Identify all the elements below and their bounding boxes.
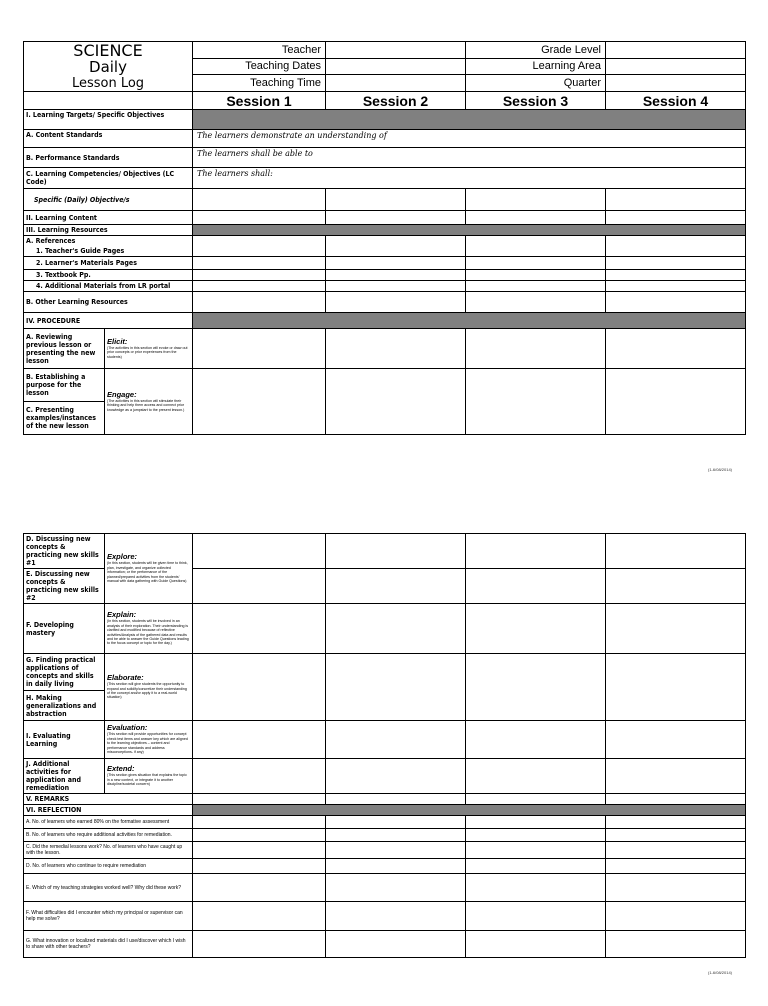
establishing-label: B. Establishing a purpose for the lesson	[24, 369, 105, 402]
performance-standards-text[interactable]: The learners shall be able to	[193, 148, 746, 168]
engage-title: Engage:	[107, 389, 137, 399]
teaching-dates-field[interactable]	[326, 58, 466, 75]
tb-session-2[interactable]	[326, 270, 466, 281]
eval-session-4[interactable]	[606, 721, 746, 759]
content-session-4[interactable]	[606, 211, 746, 225]
content-session-2[interactable]	[326, 211, 466, 225]
teacher-label: Teacher	[193, 42, 326, 59]
rc-session-1[interactable]	[193, 842, 326, 859]
ra-session-1[interactable]	[193, 816, 326, 829]
rf-session-4[interactable]	[606, 902, 746, 931]
lm-session-3[interactable]	[466, 257, 606, 270]
other-resources-label: B. Other Learning Resources	[24, 292, 193, 313]
rf-session-2[interactable]	[326, 902, 466, 931]
teaching-time-field[interactable]	[326, 75, 466, 92]
rd-session-2[interactable]	[326, 859, 466, 874]
rem-session-4[interactable]	[606, 794, 746, 805]
ra-session-3[interactable]	[466, 816, 606, 829]
reflection-b-label: B. No. of learners who require additional activities for remediation.	[24, 829, 193, 842]
title-science: SCIENCE	[73, 41, 143, 60]
obj-session-4[interactable]	[606, 189, 746, 211]
d1-session-2[interactable]	[326, 534, 466, 569]
page-title	[24, 42, 193, 92]
reflection-c-label: C. Did the remedial lessons work? No. of learners who have caught up with the lesson.	[24, 842, 193, 859]
add-session-4[interactable]	[606, 759, 746, 794]
rev-session-4[interactable]	[606, 329, 746, 369]
re-session-2[interactable]	[326, 874, 466, 902]
learning-targets-label: I. Learning Targets/ Specific Objectives	[24, 110, 193, 130]
re-session-3[interactable]	[466, 874, 606, 902]
page1-code: (1-6/08/2014)	[708, 467, 733, 472]
re-session-4[interactable]	[606, 874, 746, 902]
tb-session-4[interactable]	[606, 270, 746, 281]
grade-level-label: Grade Level	[466, 42, 606, 59]
rf-session-1[interactable]	[193, 902, 326, 931]
explore-title: Explore:	[107, 552, 138, 562]
engage-desc: (The activities in this section will stimulate their thinking and help them access and connect prior knowledge as a jumpstart to the present lesson.)	[107, 398, 185, 412]
learners-materials-label: 2. Learner's Materials Pages	[24, 257, 193, 270]
rf-session-3[interactable]	[466, 902, 606, 931]
d1-session-3[interactable]	[466, 534, 606, 569]
rev-session-3[interactable]	[466, 329, 606, 369]
or-session-1[interactable]	[193, 292, 326, 313]
explain-desc: (In this section, students will be involved in an analysis of their exploration. Their understanding is clarified and modified because of reflective activities/Analysis of the gathered data and results and be able to answer the Guide Questions leading to the focus concept or topic for the day.)	[107, 619, 189, 646]
lm-session-4[interactable]	[606, 257, 746, 270]
presenting-label: C. Presenting examples/instances of the new lesson	[24, 402, 105, 435]
rd-session-4[interactable]	[606, 859, 746, 874]
ref-session-1[interactable]	[193, 236, 326, 257]
explain-title: Explain:	[107, 610, 137, 620]
obj-session-2[interactable]	[326, 189, 466, 211]
content-standards-label: A. Content Standards	[24, 130, 193, 148]
ref-session-4[interactable]	[606, 236, 746, 257]
fin-session-3[interactable]	[466, 654, 606, 721]
procedure-bar	[193, 313, 746, 329]
ra-session-4[interactable]	[606, 816, 746, 829]
session-1-header: Session 1	[193, 92, 326, 110]
learning-area-label: Learning Area	[466, 58, 606, 75]
making-label: H. Making generalizations and abstraction	[24, 691, 105, 721]
elicit-desc: (The activities in this section will evoke or draw out prior concepts or prior experiences from the students)	[107, 345, 188, 359]
developing-label: F. Developing mastery	[24, 604, 105, 654]
dev-session-3[interactable]	[466, 604, 606, 654]
or-session-4[interactable]	[606, 292, 746, 313]
explore-phase	[105, 534, 193, 604]
discussing1-label: D. Discussing new concepts & practicing new skills #1	[24, 534, 105, 569]
extend-desc: (This section gives situation that explains the topic in a new context, or integrate it to another discipline/societal concern)	[107, 773, 187, 787]
fin-session-4[interactable]	[606, 654, 746, 721]
est-session-1[interactable]	[193, 369, 326, 435]
evaluation-desc: (This section will provide opportunities for concept check test items and answer key which are aligned to the learning objectives – content and performance standards and address misconceptions- if any)	[107, 732, 188, 755]
learning-targets-bar	[193, 110, 746, 130]
learning-content-label: II. Learning Content	[24, 211, 193, 225]
rev-session-1[interactable]	[193, 329, 326, 369]
reflection-label: VI. REFLECTION	[24, 805, 193, 816]
rg-session-4[interactable]	[606, 931, 746, 958]
engage-phase	[105, 369, 193, 435]
reflection-a-label: A. No. of learners who earned 80% on the formative assessment	[24, 816, 193, 829]
rem-session-1[interactable]	[193, 794, 326, 805]
procedure-label: IV. PROCEDURE	[24, 313, 193, 329]
elaborate-desc: (This section will give students the opportunity to expand and solidify/concretize their understanding of the concept and/or apply it to a real-world situation)	[107, 682, 187, 700]
references-label: A. References	[24, 236, 193, 247]
learning-resources-bar	[193, 225, 746, 236]
am-session-2[interactable]	[326, 281, 466, 292]
rg-session-2[interactable]	[326, 931, 466, 958]
session-2-header: Session 2	[326, 92, 466, 110]
page2-code: (1-6/08/2014)	[708, 970, 733, 975]
rc-session-2[interactable]	[326, 842, 466, 859]
evaluation-phase	[105, 721, 193, 759]
content-session-1[interactable]	[193, 211, 326, 225]
rc-session-4[interactable]	[606, 842, 746, 859]
content-session-3[interactable]	[466, 211, 606, 225]
eval-session-1[interactable]	[193, 721, 326, 759]
fin-session-2[interactable]	[326, 654, 466, 721]
quarter-label: Quarter	[466, 75, 606, 92]
rb-session-4[interactable]	[606, 829, 746, 842]
grade-level-field[interactable]	[606, 42, 746, 59]
quarter-field[interactable]	[606, 75, 746, 92]
am-session-1[interactable]	[193, 281, 326, 292]
rem-session-2[interactable]	[326, 794, 466, 805]
fin-session-1[interactable]	[193, 654, 326, 721]
est-session-3[interactable]	[466, 369, 606, 435]
additional-materials-label: 4. Additional Materials from LR portal	[24, 281, 193, 292]
additional-label: J. Additional activities for application and remediation	[24, 759, 105, 794]
est-session-2[interactable]	[326, 369, 466, 435]
specific-objectives-label: Specific (Daily) Objective/s	[24, 189, 193, 211]
content-standards-text[interactable]: The learners demonstrate an understanding of	[193, 130, 746, 148]
rg-session-3[interactable]	[466, 931, 606, 958]
d2-session-1[interactable]	[193, 569, 326, 604]
explain-phase	[105, 604, 193, 654]
tb-session-3[interactable]	[466, 270, 606, 281]
remarks-label: V. REMARKS	[24, 794, 193, 805]
re-session-1[interactable]	[193, 874, 326, 902]
rg-session-1[interactable]	[193, 931, 326, 958]
add-session-1[interactable]	[193, 759, 326, 794]
d2-session-2[interactable]	[326, 569, 466, 604]
eval-session-3[interactable]	[466, 721, 606, 759]
textbook-label: 3. Textbook Pp.	[24, 270, 193, 281]
rb-session-1[interactable]	[193, 829, 326, 842]
rc-session-3[interactable]	[466, 842, 606, 859]
rd-session-1[interactable]	[193, 859, 326, 874]
title-lesson-log: Lesson Log	[71, 76, 145, 91]
add-session-3[interactable]	[466, 759, 606, 794]
session-3-header: Session 3	[466, 92, 606, 110]
finding-label: G. Finding practical applications of concepts and skills in daily living	[24, 654, 105, 691]
discussing2-label: E. Discussing new concepts & practicing new skills #2	[24, 569, 105, 604]
teachers-guide-label: 1. Teacher's Guide Pages	[24, 246, 193, 257]
evaluation-title: Evaluation:	[107, 723, 148, 733]
or-session-2[interactable]	[326, 292, 466, 313]
rd-session-3[interactable]	[466, 859, 606, 874]
ref-session-2[interactable]	[326, 236, 466, 257]
rev-session-2[interactable]	[326, 329, 466, 369]
reflection-bar	[193, 805, 746, 816]
ra-session-2[interactable]	[326, 816, 466, 829]
reviewing-label: A. Reviewing previous lesson or presenting the new lesson	[24, 329, 105, 369]
session-4-header: Session 4	[606, 92, 746, 110]
rb-session-2[interactable]	[326, 829, 466, 842]
tb-session-1[interactable]	[193, 270, 326, 281]
reflection-g-label: G. What innovation or localized materials did I use/discover which I wish to share with other teachers?	[24, 931, 193, 958]
lm-session-1[interactable]	[193, 257, 326, 270]
reflection-d-label: D. No. of learners who continue to require remediation	[24, 859, 193, 874]
ref-session-3[interactable]	[466, 236, 606, 257]
d2-session-4[interactable]	[606, 569, 746, 604]
est-session-4[interactable]	[606, 369, 746, 435]
teacher-field[interactable]	[326, 42, 466, 59]
header-spacer	[24, 92, 193, 110]
d2-session-3[interactable]	[466, 569, 606, 604]
add-session-2[interactable]	[326, 759, 466, 794]
lesson-log-page2	[23, 533, 746, 958]
lm-session-2[interactable]	[326, 257, 466, 270]
or-session-3[interactable]	[466, 292, 606, 313]
performance-standards-label: B. Performance Standards	[24, 148, 193, 168]
reflection-e-label: E. Which of my teaching strategies worked well? Why did these work?	[24, 874, 193, 902]
lesson-log-page1	[23, 41, 746, 435]
dev-session-2[interactable]	[326, 604, 466, 654]
dev-session-1[interactable]	[193, 604, 326, 654]
learning-area-field[interactable]	[606, 58, 746, 75]
learning-resources-label: III. Learning Resources	[24, 225, 193, 236]
extend-title: Extend:	[107, 764, 135, 774]
reflection-f-label: F. What difficulties did I encounter which my principal or supervisor can help me solve?	[24, 902, 193, 931]
extend-phase	[105, 759, 193, 794]
teaching-dates-label: Teaching Dates	[193, 58, 326, 75]
obj-session-1[interactable]	[193, 189, 326, 211]
evaluating-label: I. Evaluating Learning	[24, 721, 105, 759]
title-daily: Daily	[89, 58, 127, 76]
elaborate-phase	[105, 654, 193, 721]
explore-desc: (In this section, students will be given time to think, plan, investigate, and organize collected information; or the performance of the planned/prepared activities from the students' manual with data gathering with Guide Questions)	[107, 561, 188, 584]
obj-session-3[interactable]	[466, 189, 606, 211]
d1-session-1[interactable]	[193, 534, 326, 569]
rb-session-3[interactable]	[466, 829, 606, 842]
elicit-phase	[105, 329, 193, 369]
elaborate-title: Elaborate:	[107, 673, 144, 683]
elicit-title: Elicit:	[107, 336, 128, 346]
d1-session-4[interactable]	[606, 534, 746, 569]
competencies-text[interactable]: The learners shall:	[193, 168, 746, 189]
competencies-label: C. Learning Competencies/ Objectives (LC Code)	[24, 168, 193, 189]
am-session-4[interactable]	[606, 281, 746, 292]
am-session-3[interactable]	[466, 281, 606, 292]
teaching-time-label: Teaching Time	[193, 75, 326, 92]
eval-session-2[interactable]	[326, 721, 466, 759]
rem-session-3[interactable]	[466, 794, 606, 805]
dev-session-4[interactable]	[606, 604, 746, 654]
